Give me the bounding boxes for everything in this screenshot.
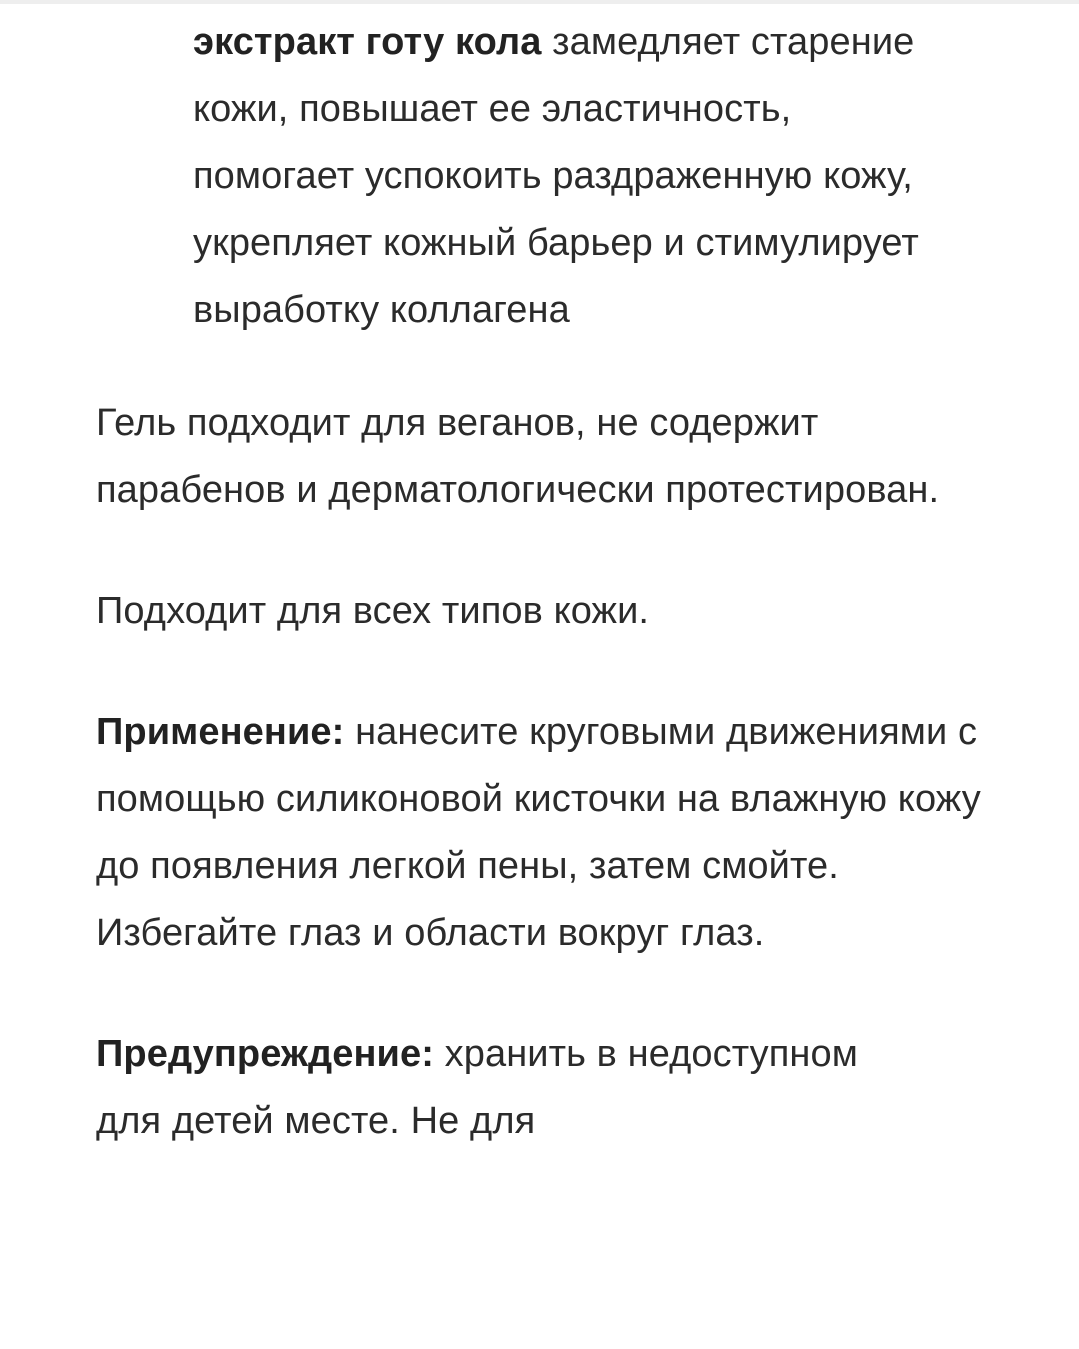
usage-label: Применение: [96, 711, 345, 753]
product-description [96, 0, 996, 1155]
warning-label: Предупреждение: [96, 1033, 434, 1075]
skin-types-paragraph: Подходит для всех типов кожи. [96, 590, 650, 632]
vegan-paragraph: Гель подходит для веганов, не содержит парабенов и дерматологически протестирован. [96, 402, 940, 511]
usage-text: нанесите круговыми движениями с помощью силиконовой кисточки на влажную кожу до появления легкой пены, затем смойте. Избегайте глаз и области вокруг глаз. [96, 711, 981, 954]
ingredient-name: экстракт готу кола [193, 21, 542, 63]
warning-text: хранить в недоступном для детей месте. Не для [96, 1033, 858, 1142]
ingredient-description: замедляет старение кожи, повышает ее эластичность, помогает успокоить раздраженную кожу, укрепляет кожный барьер и стимулирует выработку коллагена [193, 21, 919, 331]
ingredient-list-item [193, 0, 953, 344]
warning-paragraph [96, 1021, 916, 1155]
usage-paragraph [96, 699, 996, 967]
